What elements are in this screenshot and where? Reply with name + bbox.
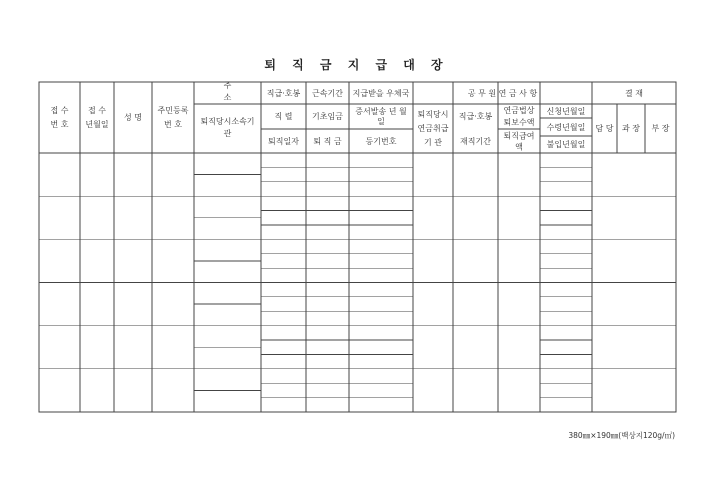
header-resident-no: 번 호	[164, 120, 182, 129]
paper-spec-note: 380㎜×190㎜(백상지120g/㎡)	[568, 431, 675, 440]
header-rank-grade: 직급·호봉	[266, 89, 301, 98]
header-approval-staff: 담 당	[595, 124, 614, 133]
header-address: 소	[223, 93, 232, 102]
header-service-period: 근속기간	[312, 89, 343, 98]
table-header-labels	[51, 81, 670, 152]
header-pension-act-compensation: 퇴보수액	[503, 118, 535, 127]
header-approval-dept-head: 부 장	[651, 124, 670, 133]
header-base-pay: 기초임금	[312, 112, 343, 121]
header-receipt-date: 접 수	[88, 106, 106, 115]
header-receipt-date2: 수령년월일	[546, 123, 586, 132]
header-pension-group: 공 무 원 연 금 사 항	[467, 89, 538, 98]
document-title: 퇴 직 금 지 급 대 장	[264, 58, 449, 72]
header-certificate-no: 일	[377, 117, 385, 126]
header-application-date: 신청년월일	[546, 107, 586, 116]
header-retirement-date: 퇴직일자	[268, 137, 299, 146]
header-approval-section-chief: 과 장	[622, 124, 640, 133]
header-name: 성 명	[124, 113, 142, 122]
header-certificate-no: 증서발송 년 월	[355, 107, 407, 116]
header-agency-at-retirement: 관	[223, 129, 232, 138]
header-payment-date: 불입년월일	[546, 140, 586, 149]
header-pension-act-compensation: 연금법상	[503, 106, 535, 115]
header-pension-rank-grade: 직급·호봉	[458, 112, 493, 121]
header-service-years: 재직기간	[460, 137, 491, 146]
header-post-office: 지급받을 우체국	[352, 89, 410, 98]
header-retirement-allowance: 퇴직급여	[503, 131, 535, 141]
header-receipt-no: 접 수	[50, 106, 69, 115]
header-receipt-no: 번 호	[50, 120, 69, 129]
header-severance-pay: 퇴 직 금	[313, 137, 342, 146]
header-pension-agency: 기 관	[424, 138, 442, 147]
header-pension-agency: 퇴직당시	[417, 110, 449, 119]
header-retirement-allowance: 액	[515, 142, 523, 152]
header-position: 직 렬	[274, 112, 293, 121]
header-registration-no: 등기번호	[365, 137, 397, 146]
header-resident-no: 주민등록	[157, 106, 189, 115]
header-approval: 결 재	[625, 89, 643, 98]
header-pension-agency: 연금취급	[417, 124, 449, 133]
header-address: 주	[223, 81, 232, 90]
header-agency-at-retirement: 퇴직당시소속기	[200, 117, 255, 126]
header-receipt-date: 년월일	[85, 120, 109, 129]
